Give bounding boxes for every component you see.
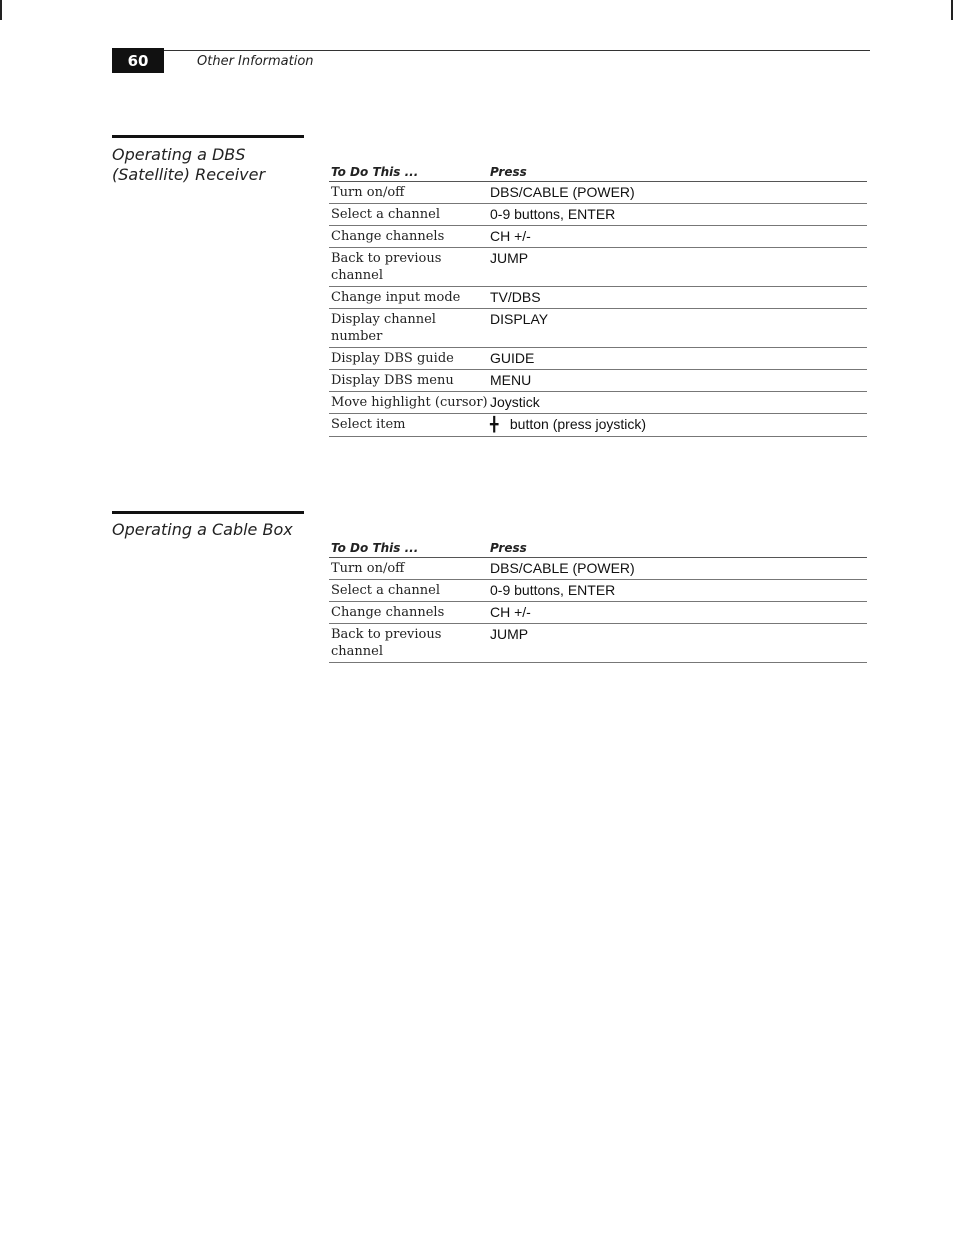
table-header-row (329, 537, 867, 558)
page-number-badge (112, 48, 164, 73)
row-action: Select item (329, 414, 488, 437)
table-row (329, 602, 867, 624)
row-action: Change input mode (329, 287, 488, 309)
row-press: JUMP (488, 624, 867, 663)
table-row (329, 309, 867, 348)
row-press: CH +/- (488, 226, 867, 248)
row-press: TV/DBS (488, 287, 867, 309)
header-rule (164, 50, 870, 51)
scan-edge-mark-right (951, 0, 953, 20)
column-header-press: Press (488, 161, 867, 182)
row-press: 0-9 buttons, ENTER (488, 580, 867, 602)
table-header-row (329, 161, 867, 182)
header-title: Other Information (197, 54, 314, 69)
column-header-action: To Do This ... (329, 161, 488, 182)
section-title-dbs (112, 145, 312, 185)
table-row (329, 392, 867, 414)
row-action: Change channels (329, 602, 488, 624)
row-press: DBS/CABLE (POWER) (488, 182, 867, 204)
section-title-cable: Operating a Cable Box (112, 520, 293, 539)
row-action: Display DBS menu (329, 370, 488, 392)
row-action: Change channels (329, 226, 488, 248)
table-row (329, 370, 867, 392)
row-press: CH +/- (488, 602, 867, 624)
row-press: JUMP (488, 248, 867, 287)
dbs-command-table (329, 161, 867, 437)
joystick-press-icon: ╋ (490, 417, 499, 433)
row-action: Display DBS guide (329, 348, 488, 370)
section-bar-dbs (112, 135, 304, 138)
row-action: Turn on/off (329, 182, 488, 204)
table-row (329, 248, 867, 287)
section-title-dbs-line1: Operating a DBS (112, 145, 246, 164)
table-row (329, 348, 867, 370)
section-bar-cable (112, 511, 304, 514)
table-row (329, 182, 867, 204)
row-action: Display channel number (329, 309, 488, 348)
table-row (329, 226, 867, 248)
row-press: DISPLAY (488, 309, 867, 348)
row-press: Joystick (488, 392, 867, 414)
row-action: Select a channel (329, 204, 488, 226)
row-action: Move highlight (cursor) (329, 392, 488, 414)
table-row (329, 580, 867, 602)
column-header-action: To Do This ... (329, 537, 488, 558)
table-row (329, 624, 867, 663)
section-title-dbs-line2: (Satellite) Receiver (112, 165, 266, 184)
row-press: GUIDE (488, 348, 867, 370)
table-row (329, 204, 867, 226)
column-header-press: Press (488, 537, 867, 558)
cable-command-table (329, 537, 867, 663)
table-row (329, 558, 867, 580)
page-number: 60 (127, 51, 149, 70)
row-action: Turn on/off (329, 558, 488, 580)
row-press: 0-9 buttons, ENTER (488, 204, 867, 226)
table-row (329, 414, 867, 437)
row-press: MENU (488, 370, 867, 392)
row-action: Back to previous channel (329, 624, 488, 663)
row-press (488, 414, 867, 437)
table-row (329, 287, 867, 309)
scan-edge-mark-left (0, 0, 2, 20)
row-action: Back to previous channel (329, 248, 488, 287)
row-action: Select a channel (329, 580, 488, 602)
row-press: DBS/CABLE (POWER) (488, 558, 867, 580)
row-press-text: button (press joystick) (509, 416, 647, 432)
